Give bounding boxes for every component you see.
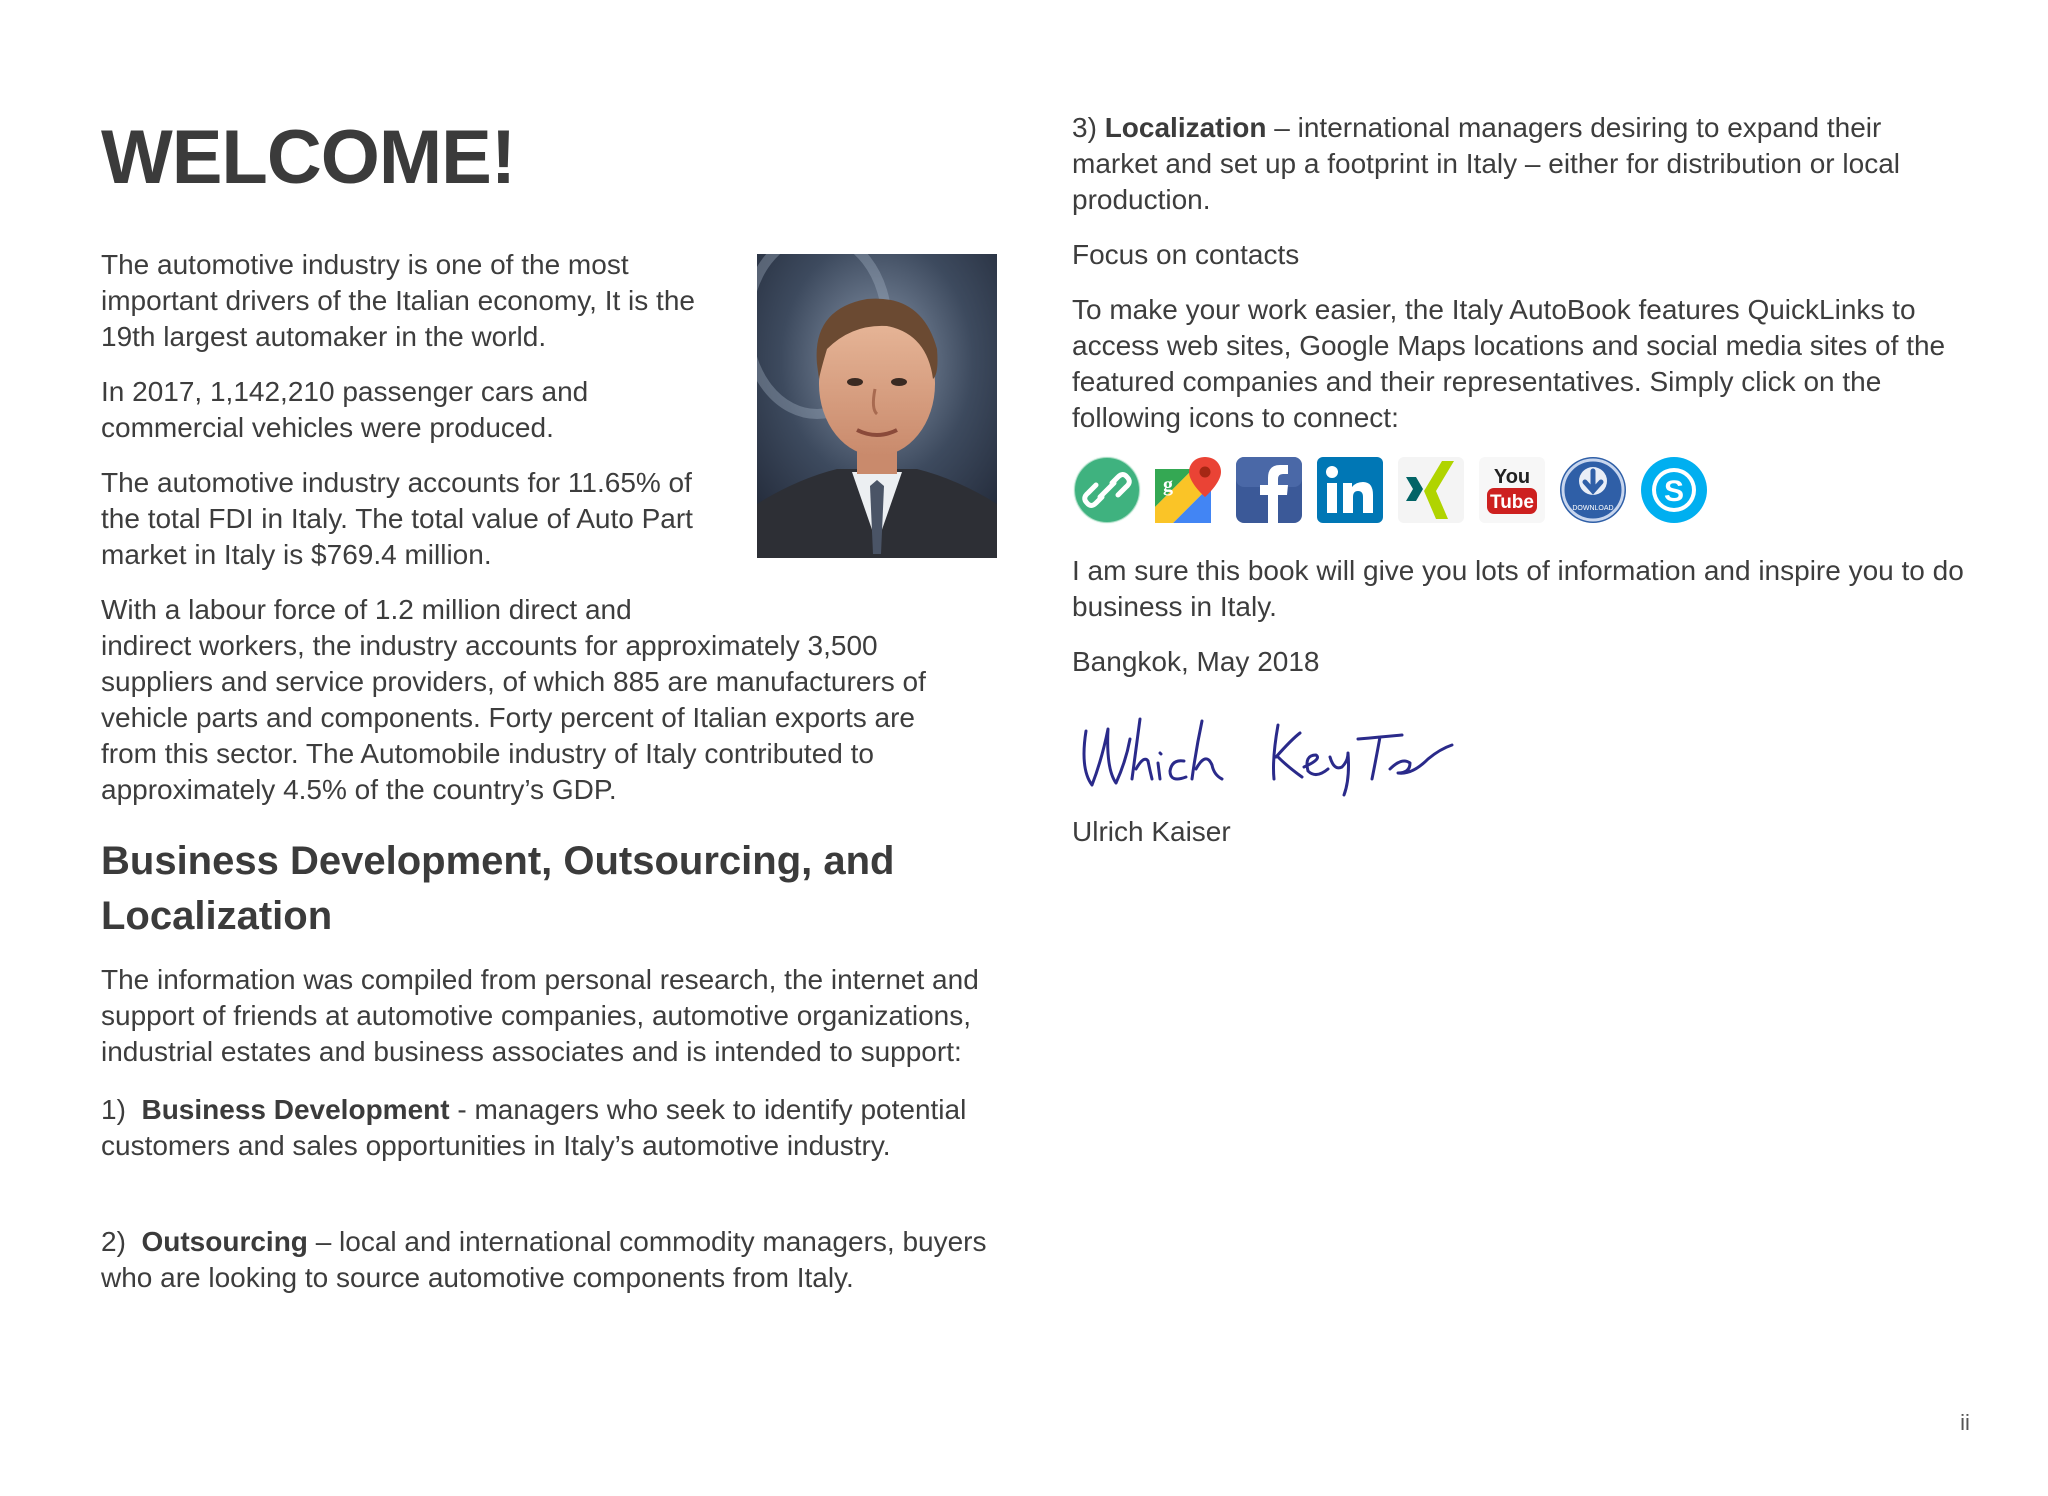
list-item-outsourcing: [101, 1224, 1001, 1296]
intro-paragraph-1: The automotive industry is one of the most important drivers of the Italian economy, It is the 19th largest automaker in the world.: [101, 249, 695, 352]
intro-paragraph-4-start: With a labour force of 1.2 million direct and: [101, 594, 632, 625]
portrait-illustration: [757, 254, 997, 558]
facebook-icon[interactable]: [1234, 455, 1304, 525]
right-column: [1072, 110, 1972, 869]
list-item-business-development: [101, 1092, 1001, 1164]
signature: [1072, 709, 1492, 799]
section-heading: Business Development, Outsourcing, and Localization: [101, 839, 895, 938]
list-term: Business Development: [141, 1094, 450, 1125]
intro-paragraph-3: The automotive industry accounts for 11.65% of the total FDI in Italy. The total value of Auto Part market in Italy is $769.4 million.: [101, 467, 693, 570]
list-number: 1): [101, 1094, 126, 1125]
xing-icon[interactable]: [1396, 455, 1466, 525]
list-term: Outsourcing: [141, 1226, 308, 1257]
spacer: [101, 1186, 1001, 1224]
place-date: Bangkok, May 2018: [1072, 646, 1320, 677]
list-text: – international managers desiring to expand their market and set up a footprint in Italy – either for distribution or local production.: [1072, 112, 1900, 215]
list-text: – local and international commodity managers, buyers who are looking to source automotive components from Italy.: [101, 1226, 987, 1293]
link-icon[interactable]: [1072, 455, 1142, 525]
quicklinks-icons: [1072, 455, 1972, 525]
list-number: 2): [101, 1226, 126, 1257]
intro-paragraph-2: In 2017, 1,142,210 passenger cars and commercial vehicles were produced.: [101, 376, 589, 443]
google-maps-icon[interactable]: [1153, 455, 1223, 525]
svg-text:DOWNLOAD: DOWNLOAD: [1572, 505, 1614, 512]
linkedin-icon[interactable]: [1315, 455, 1385, 525]
closing-paragraph: I am sure this book will give you lots of information and inspire you to do business in Italy.: [1072, 555, 1964, 622]
contacts-heading: Focus on contacts: [1072, 239, 1300, 270]
svg-text:g: g: [1163, 474, 1173, 496]
download-icon[interactable]: [1558, 455, 1628, 525]
skype-icon[interactable]: [1639, 455, 1709, 525]
youtube-icon[interactable]: [1477, 455, 1547, 525]
svg-text:S: S: [1663, 475, 1685, 508]
svg-text:You: You: [1493, 466, 1531, 488]
svg-text:Tube: Tube: [1490, 492, 1534, 513]
list-text: - managers who seek to identify potential customers and sales opportunities in Italy’s automotive industry.: [101, 1094, 967, 1161]
author-name: Ulrich Kaiser: [1072, 816, 1231, 847]
list-number: 3): [1072, 112, 1097, 143]
section-intro: The information was compiled from personal research, the internet and support of friends at automotive companies, automotive organizations, industrial estates and business associates and is intended to support:: [101, 964, 979, 1067]
contacts-body: To make your work easier, the Italy AutoBook features QuickLinks to access web sites, Google Maps locations and social media sites of the featured companies and their representatives. Simply click on the following icons to connect:: [1072, 294, 1946, 433]
list-item-localization: [1072, 110, 1972, 218]
intro-paragraph-4-rest: indirect workers, the industry accounts for approximately 3,500 suppliers and service providers, of which 885 are manufacturers of vehicle parts and components. Forty percent of Italian exports are from this sector. The Automobile industry of Italy contributed to approximately 4.5% of the country’s GDP.: [101, 630, 926, 805]
author-photo: [757, 254, 997, 558]
left-column: [101, 110, 1001, 1318]
intro-text: [101, 247, 701, 628]
list-term: Localization: [1104, 112, 1267, 143]
page-number: ii: [1960, 1410, 1970, 1435]
page-title: WELCOME!: [101, 115, 516, 200]
section-body: [101, 962, 1001, 1296]
